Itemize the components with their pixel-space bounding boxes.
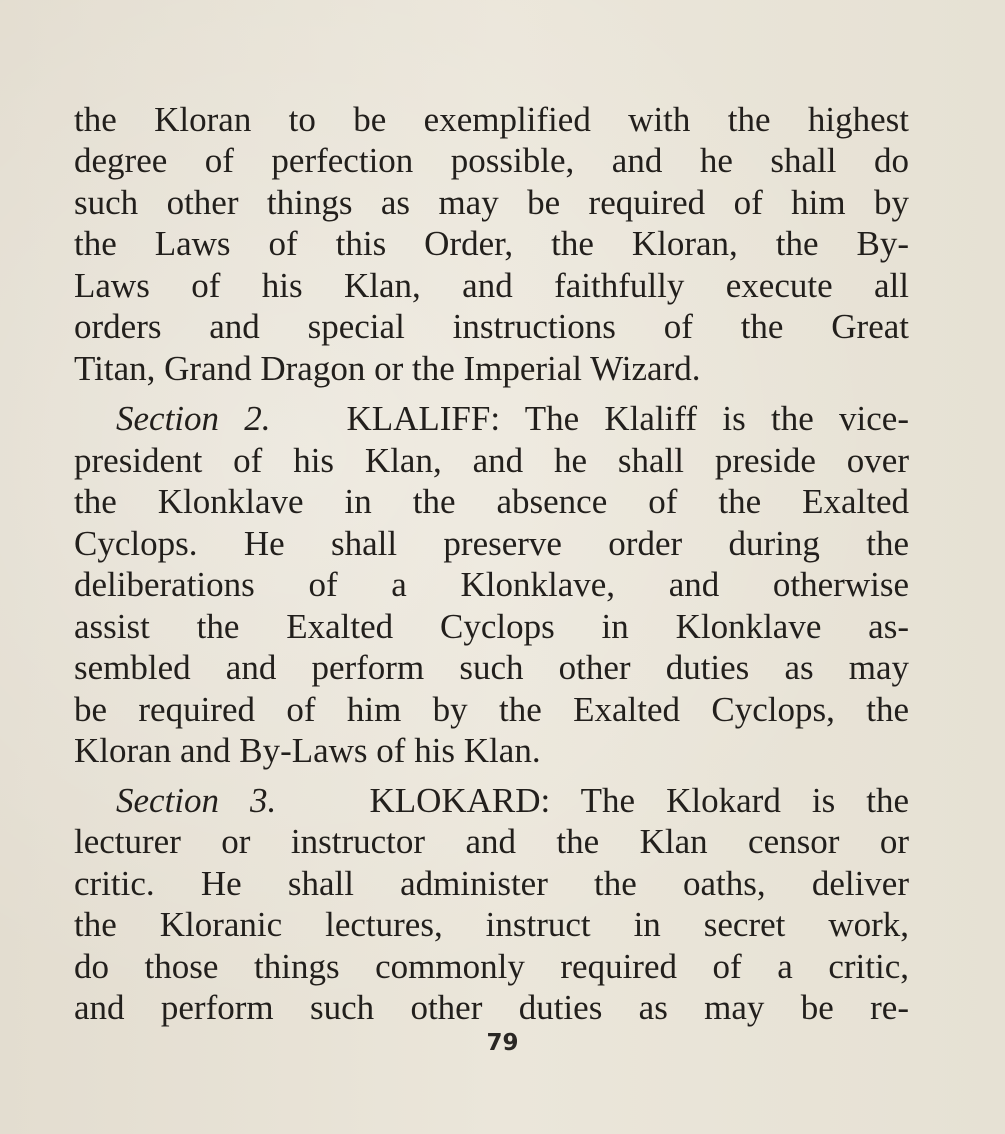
section-2-heading-line	[116, 398, 909, 440]
text-line: the Kloranic lectures, instruct in secret work,	[74, 905, 909, 944]
text-line: the Kloran to be exemplified with the highest	[74, 100, 909, 139]
text-line: Titan, Grand Dragon or the Imperial Wizard.	[74, 349, 701, 388]
text-line: lecturer or instructor and the Klan censor or	[74, 822, 909, 861]
text-line: deliberations of a Klonklave, and otherwise	[74, 565, 909, 604]
text-line: critic. He shall administer the oaths, deliver	[74, 864, 909, 903]
text-line: assist the Exalted Cyclops in Klonklave as-	[74, 607, 909, 646]
text-line: be required of him by the Exalted Cyclops, the	[74, 690, 909, 729]
section-3-heading-line	[116, 780, 909, 822]
text-line: orders and special instructions of the Great	[74, 307, 909, 346]
text-line: such other things as may be required of him by	[74, 183, 909, 222]
text-line: Kloran and By-Laws of his Klan.	[74, 731, 541, 770]
section-2-text: KLALIFF: The Klaliff is the vice-	[346, 399, 909, 438]
text-line: sembled and perform such other duties as may	[74, 648, 909, 687]
text-line: the Laws of this Order, the Kloran, the By-	[74, 224, 909, 263]
text-line: and perform such other duties as may be re-	[74, 988, 909, 1027]
text-line: the Klonklave in the absence of the Exalted	[74, 482, 909, 521]
text-line: Laws of his Klan, and faithfully execute all	[74, 266, 909, 305]
section-3-label: Section 3.	[116, 781, 277, 820]
text-line: degree of perfection possible, and he shall do	[74, 141, 909, 180]
page-number: 79	[486, 1030, 519, 1056]
text-line: do those things commonly required of a critic,	[74, 947, 909, 986]
section-2-label: Section 2.	[116, 399, 271, 438]
section-3-text: KLOKARD: The Klokard is the	[369, 781, 909, 820]
text-line: president of his Klan, and he shall preside over	[74, 441, 909, 480]
text-line: Cyclops. He shall preserve order during the	[74, 524, 909, 563]
